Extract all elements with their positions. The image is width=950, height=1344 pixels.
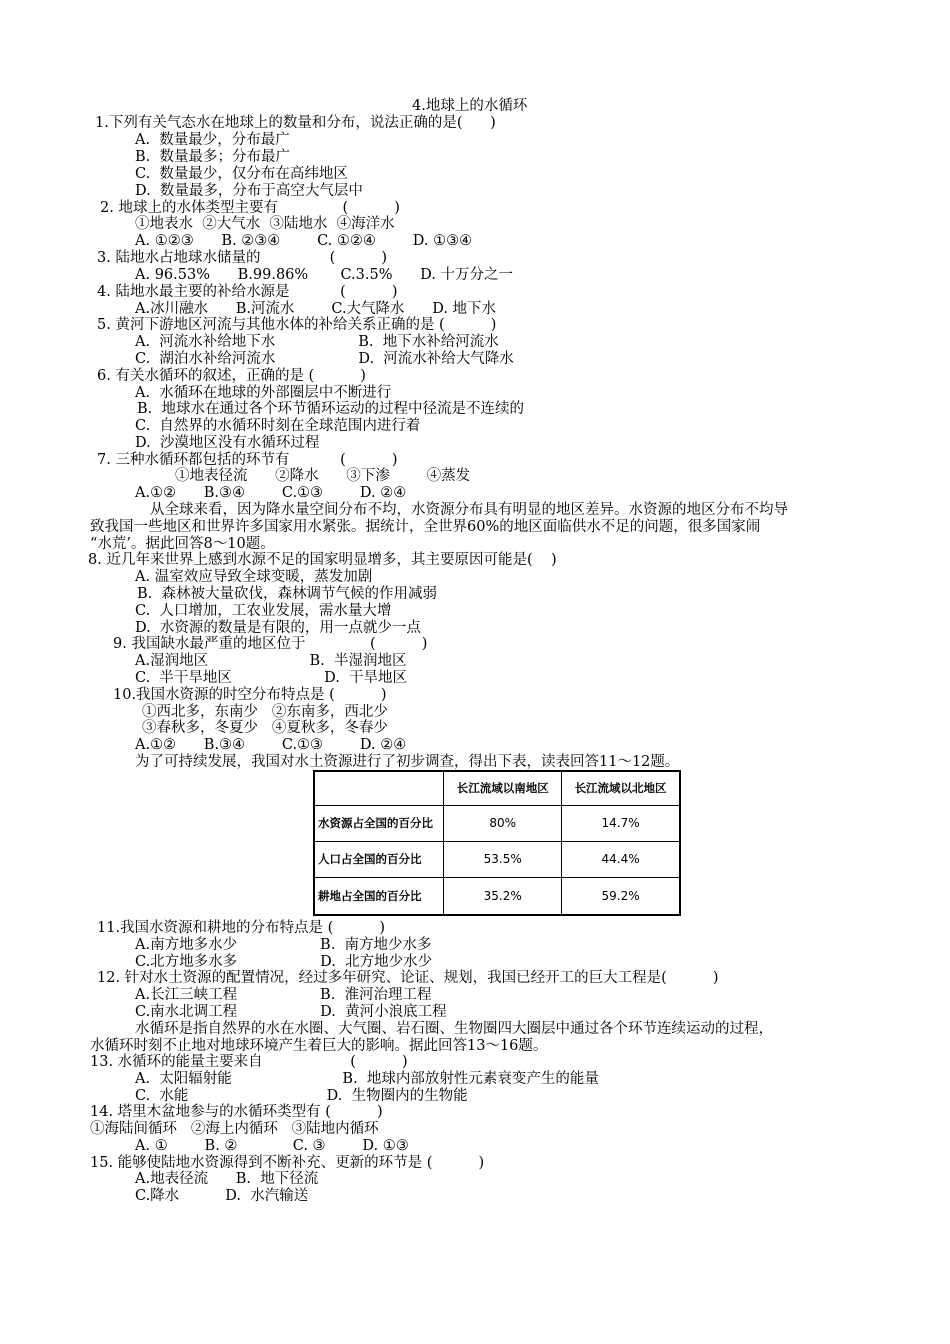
text-line: 3. 陆地水占地球水储量的 ( ) bbox=[97, 250, 387, 266]
text-line: 2. 地球上的水体类型主要有 ( ) bbox=[100, 200, 400, 216]
table-cell: 80% bbox=[444, 805, 562, 841]
text-line: A.冰川融水 B.河流水 C.大气降水 D. 地下水 bbox=[135, 301, 497, 317]
text-line: ①地表径流 ②降水 ③下渗 ④蒸发 bbox=[175, 468, 471, 484]
text-line: B. 森林被大量砍伐，森林调节气候的作用减弱 bbox=[137, 586, 437, 602]
text-line: 4. 陆地水最主要的补给水源是 ( ) bbox=[97, 284, 398, 300]
text-line: 水循环是指自然界的水在水圈、大气圈、岩石圈、生物圈四大圈层中通过各个环节连续运动的过程， bbox=[135, 1021, 773, 1037]
text-line: 从全球来看，因为降水量空间分布不均，水资源分布具有明显的地区差异。水资源的地区分布不均导 bbox=[150, 502, 788, 518]
text-line: ①西北多，东南少 ②东南多，西北少 bbox=[142, 704, 388, 720]
text-line: A. 温室效应导致全球变暖，蒸发加剧 bbox=[135, 569, 373, 585]
text-line: 1.下列有关气态水在地球上的数量和分布，说法正确的是( ) bbox=[95, 115, 496, 131]
table-cell: 14.7% bbox=[562, 805, 680, 841]
text-line: D. 沙漠地区没有水循环过程 bbox=[135, 435, 320, 451]
text-line: C. 人口增加，工农业发展，需水量大增 bbox=[135, 603, 392, 619]
water-land-table bbox=[313, 770, 681, 916]
text-line: 13. 水循环的能量主要来自 ( ) bbox=[90, 1054, 408, 1070]
text-line: 12. 针对水土资源的配置情况，经过多年研究、论证、规划，我国已经开工的巨大工程是( ) bbox=[97, 970, 719, 986]
text-line: D. 数量最多，分布于高空大气层中 bbox=[135, 183, 363, 199]
table-cell: 35.2% bbox=[444, 878, 562, 915]
text-line: 8. 近几年来世界上感到水源不足的国家明显增多，其主要原因可能是( ) bbox=[88, 552, 557, 568]
text-line: A. 96.53% B.99.86% C.3.5% D. 十万分之一 bbox=[135, 267, 513, 283]
table-header-row bbox=[314, 771, 680, 805]
text-line: C. 水能 D. 生物圈内的生物能 bbox=[135, 1088, 468, 1104]
text-line: A. 太阳辐射能 B. 地球内部放射性元素衰变产生的能量 bbox=[135, 1071, 599, 1087]
text-line: C.南水北调工程 D. 黄河小浪底工程 bbox=[135, 1004, 447, 1020]
text-line: 6. 有关水循环的叙述，正确的是 ( ) bbox=[97, 368, 366, 384]
text-line: C. 湖泊水补给河流水 D. 河流水补给大气降水 bbox=[135, 351, 514, 367]
text-line: ①地表水 ②大气水 ③陆地水 ④海洋水 bbox=[135, 216, 395, 232]
table-header-cell: 长江流域以南地区 bbox=[444, 771, 562, 805]
table-row-label: 耕地占全国的百分比 bbox=[314, 878, 444, 915]
text-line: “水荒’。据此回答8～10题。 bbox=[90, 536, 275, 552]
text-line: C. 自然界的水循环时刻在全球范围内进行着 bbox=[135, 418, 421, 434]
text-line: B. 数量最多；分布最广 bbox=[135, 149, 290, 165]
table-header-cell: 长江流域以北地区 bbox=[562, 771, 680, 805]
table-row-label: 水资源占全国的百分比 bbox=[314, 805, 444, 841]
page-title: 4.地球上的水循环 bbox=[412, 98, 528, 114]
text-line: D. 水资源的数量是有限的，用一点就少一点 bbox=[135, 620, 421, 636]
text-line: 致我国一些地区和世界许多国家用水紧张。据统计，全世界60%的地区面临供水不足的问题，很多国家闹 bbox=[90, 519, 761, 535]
text-line: A.南方地多水少 B. 南方地少水多 bbox=[135, 937, 432, 953]
text-line: 5. 黄河下游地区河流与其他水体的补给关系正确的是 ( ) bbox=[97, 317, 497, 333]
text-line: 为了可持续发展，我国对水土资源进行了初步调查，得出下表，读表回答11～12题。 bbox=[135, 754, 680, 770]
text-line: 11.我国水资源和耕地的分布特点是 ( ) bbox=[97, 920, 386, 936]
text-line: A.湿润地区 B. 半湿润地区 bbox=[135, 653, 407, 669]
text-line: 水循环时刻不止地对地球环境产生着巨大的影响。据此回答13～16题。 bbox=[90, 1038, 548, 1054]
text-line: A. ① B. ② C. ③ D. ①③ bbox=[135, 1138, 409, 1154]
text-line: ③春秋多，冬夏少 ④夏秋多，冬春少 bbox=[142, 720, 388, 736]
text-line: 9. 我国缺水最严重的地区位于 ( ) bbox=[113, 636, 428, 652]
text-line: 10.我国水资源的时空分布特点是 ( ) bbox=[113, 687, 387, 703]
table-row bbox=[314, 878, 680, 915]
text-line: C. 数量最少，仅分布在高纬地区 bbox=[135, 166, 348, 182]
text-line: C.降水 D. 水汽输送 bbox=[135, 1188, 309, 1204]
table-cell: 59.2% bbox=[562, 878, 680, 915]
text-line: 7. 三种水循环都包括的环节有 ( ) bbox=[97, 452, 398, 468]
table-row-label: 人口占全国的百分比 bbox=[314, 841, 444, 877]
text-line: A.①② B.③④ C.①③ D. ②④ bbox=[135, 737, 407, 753]
text-line: 15. 能够使陆地水资源得到不断补充、更新的环节是 ( ) bbox=[90, 1155, 485, 1171]
text-line: C.北方地多水多 D. 北方地少水少 bbox=[135, 954, 433, 970]
text-line: ①海陆间循环 ②海上内循环 ③陆地内循环 bbox=[90, 1121, 379, 1137]
text-line: A.长江三峡工程 B. 淮河治理工程 bbox=[135, 987, 432, 1003]
table-row bbox=[314, 841, 680, 877]
text-line: B. 地球水在通过各个环节循环运动的过程中径流是不连续的 bbox=[137, 401, 524, 417]
text-line: A. ①②③ B. ②③④ C. ①②④ D. ①③④ bbox=[135, 233, 473, 249]
text-line: A. 水循环在地球的外部圈层中不断进行 bbox=[135, 385, 392, 401]
table-cell: 44.4% bbox=[562, 841, 680, 877]
table-header-cell bbox=[314, 771, 444, 805]
text-line: A.地表径流 B. 地下径流 bbox=[135, 1171, 319, 1187]
text-line: A. 河流水补给地下水 B. 地下水补给河流水 bbox=[135, 334, 499, 350]
text-line: A. 数量最少，分布最广 bbox=[135, 132, 290, 148]
text-line: A.①② B.③④ C.①③ D. ②④ bbox=[135, 485, 407, 501]
text-line: C. 半干旱地区 D. 干旱地区 bbox=[135, 670, 408, 686]
table-cell: 53.5% bbox=[444, 841, 562, 877]
table-row bbox=[314, 805, 680, 841]
text-line: 14. 塔里木盆地参与的水循环类型有 ( ) bbox=[90, 1104, 383, 1120]
